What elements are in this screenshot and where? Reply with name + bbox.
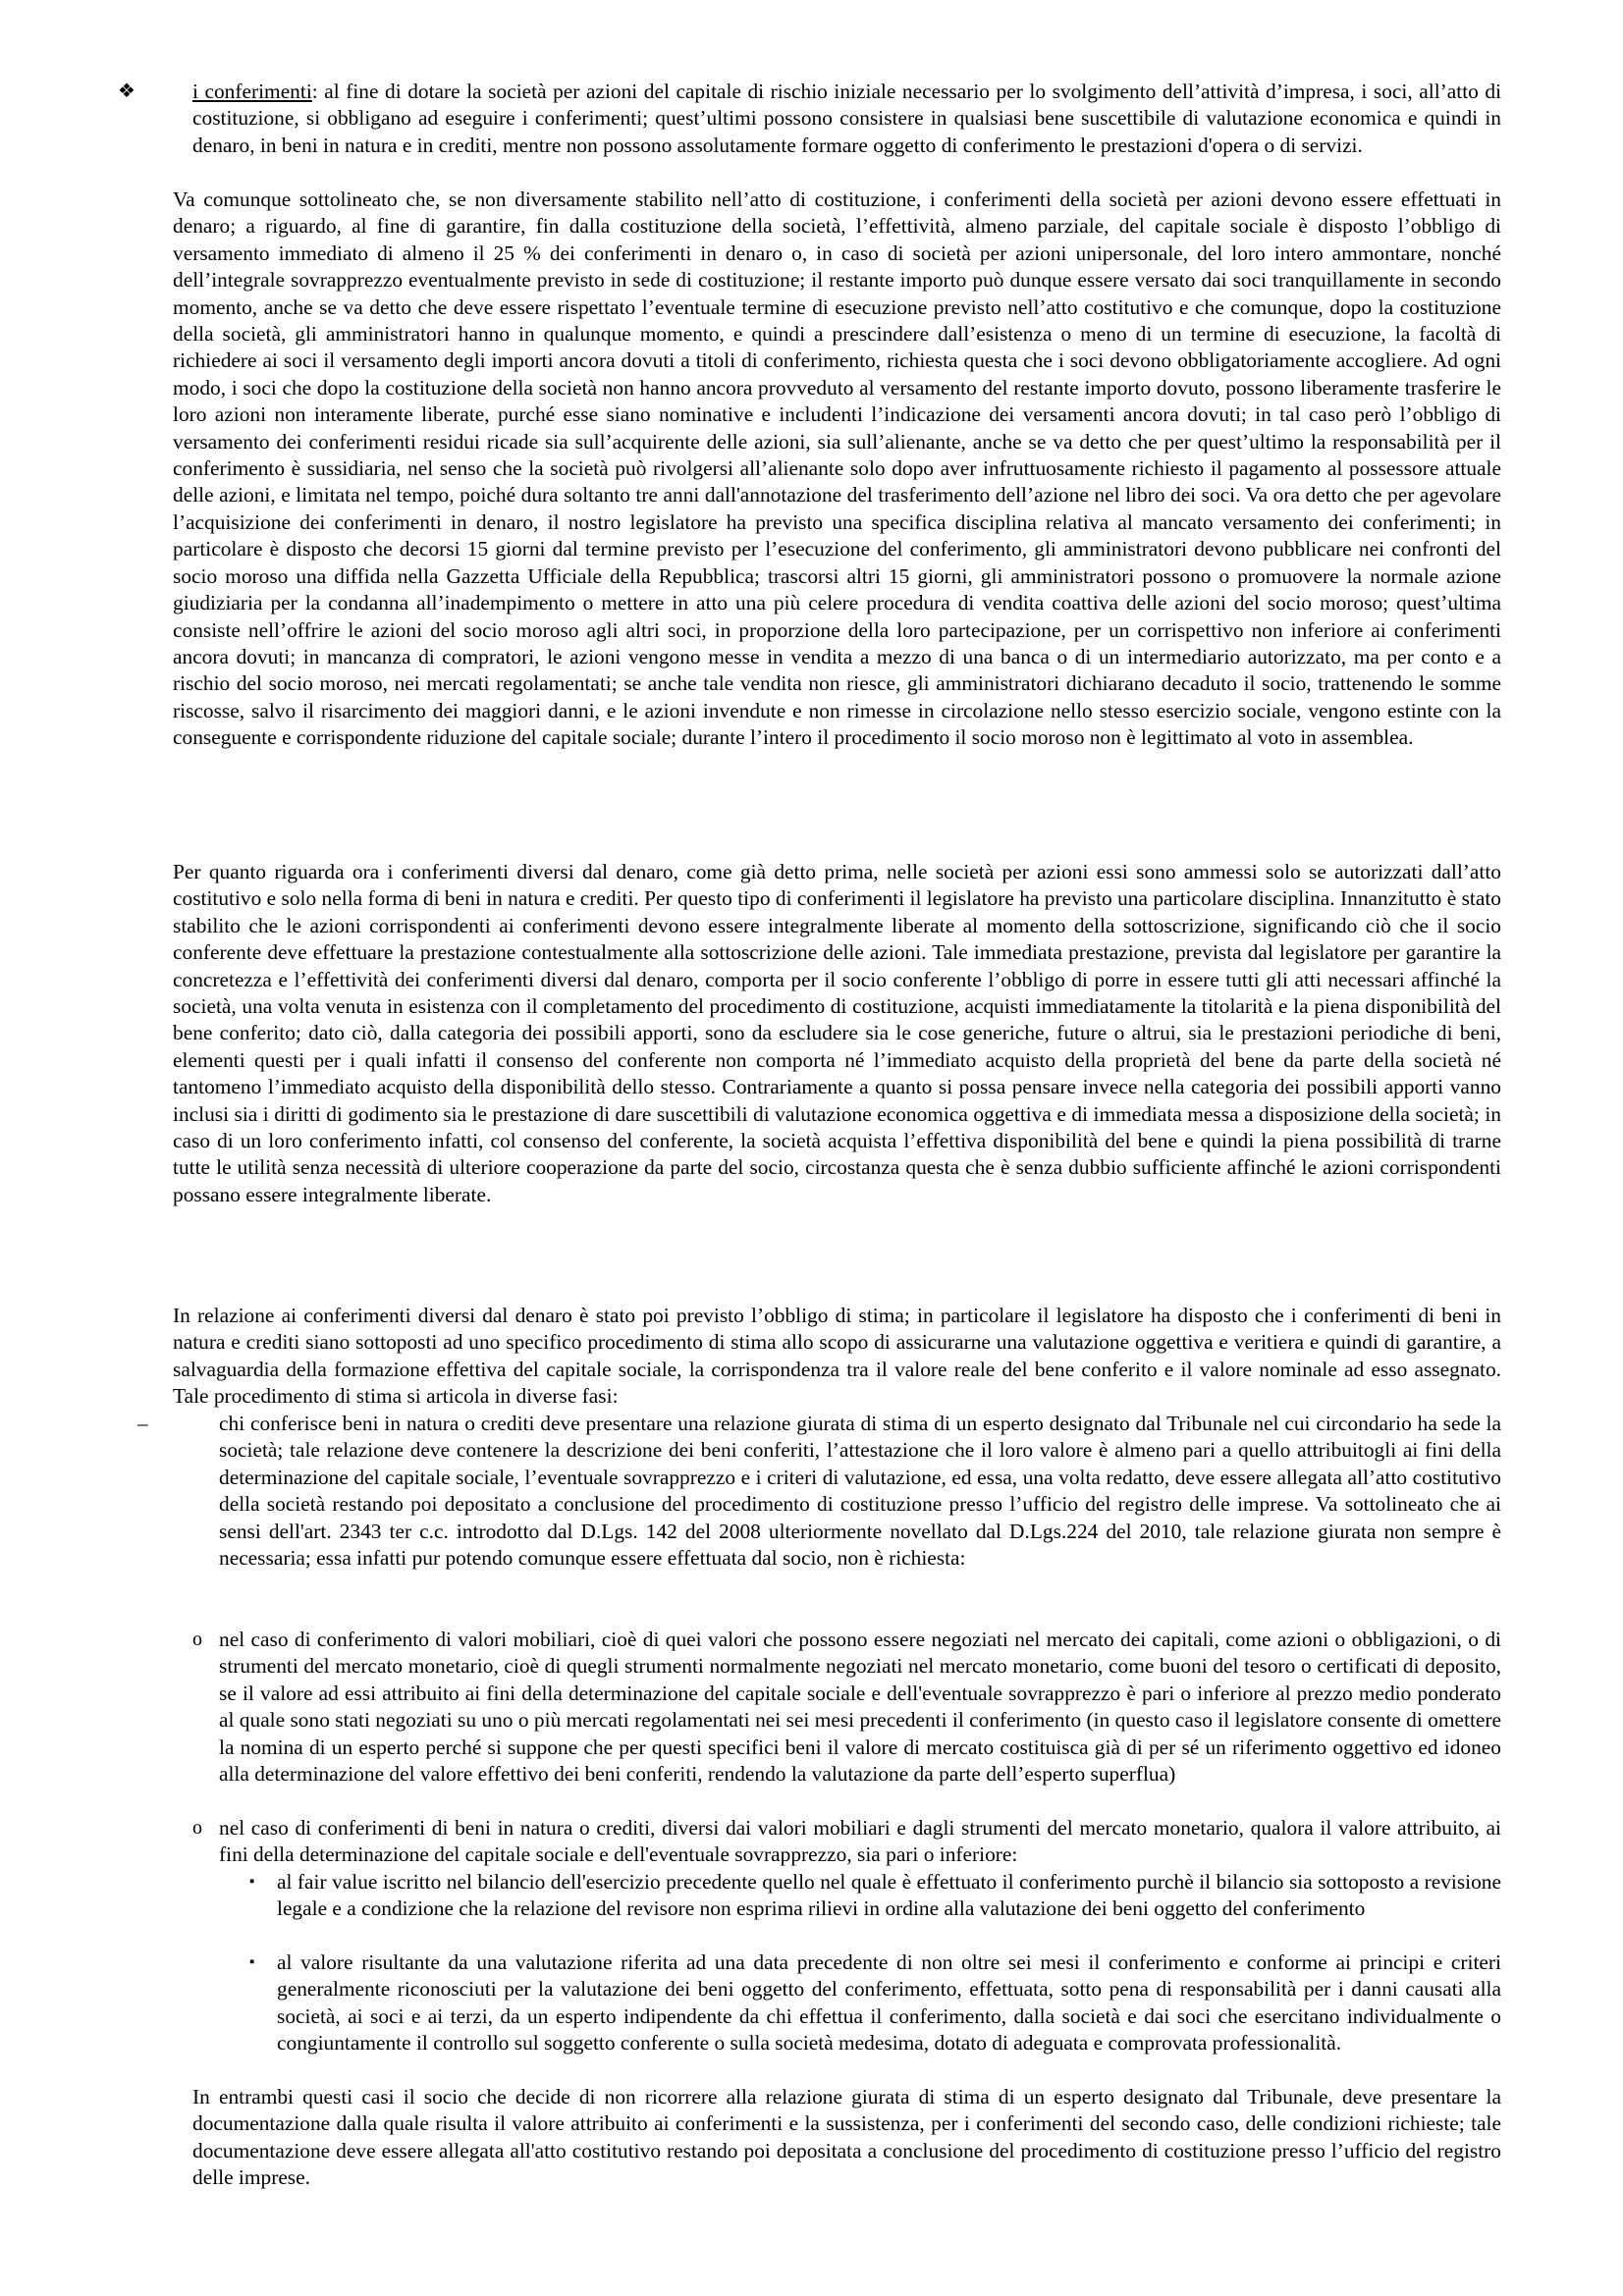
paragraph-valuation-obligation: In relazione ai conferimenti diversi dal denaro è stato poi previsto l’obbligo di stima; in particolare il legislatore ha disposto che i conferimenti di beni in natura e crediti siano sottoposti ad uno specifico procedimento di stima allo scopo di assicurarne una valutazione oggettiva e veritiera e quindi di garantire, a salvaguardia della formazione effettiva del capitale sociale, la corrispondenza tra il valore reale del bene conferito e il valore nominale ad esso assegnato. Tale procedimento di stima si articola in diverse fasi: [173, 1304, 1501, 1409]
dash-bullet-icon: – [137, 1412, 148, 1435]
circle-bullet-icon: o [192, 1629, 202, 1650]
paragraph-cash-contributions: Va comunque sottolineato che, se non diversamente stabilito nell’atto di costituzione, i conferimenti della società per azioni devono essere effettuati in denaro; a riguardo, al fine di garantire, fin dalla costituzione della società, l’effettività, almeno parziale, del capitale sociale è disposto l’obbligo di versamento immediato di almeno il 25 % dei conferimenti in denaro o, in caso di società per azioni unipersonale, del loro intero ammontare, nonché dell’integrale sovrapprezzo eventualmente previsto in sede di costituzione; il restante importo può dunque essere versato dai soci tranquillamente in secondo momento, anche se va detto che deve essere rispettato l’eventuale termine di esecuzione previsto nell’atto costitutivo e che comunque, dopo la costituzione della società, gli amministratori hanno in qualunque momento, e quindi a prescindere dall’esistenza o meno di un termine di esecuzione, la facoltà di richiedere ai soci il versamento degli importi ancora dovuti a titoli di conferimento, richiesta questa che i soci devono obbligatoriamente accogliere. Ad ogni modo, i soci che dopo la costituzione della società non hanno ancora provveduto al versamento del restante importo dovuto, possono liberamente trasferire le loro azioni non interamente liberate, purché esse siano nominative e includenti l’indicazione dei versamenti ancora dovuti; in tal caso però l’obbligo di versamento dei conferimenti residui ricade sia sull’acquirente delle azioni, sia sull’alienante, anche se va detto che per quest’ultimo la responsabilità per il conferimento è sussidiaria, nel senso che la società può rivolgersi all’alienante solo dopo aver infruttuosamente richiesto il pagamento al possessore attuale delle azioni, e limitata nel tempo, poiché dura soltanto tre anni dall'annotazione del trasferimento dell’azione nel libro dei soci. Va ora detto che per agevolare l’acquisizione dei conferimenti in denaro, il nostro legislatore ha previsto una specifica disciplina relativa al mancato versamento dei conferimenti; in particolare è disposto che decorsi 15 giorni dal termine previsto per l’esecuzione del conferimento, gli amministratori devono pubblicare nei confronti del socio moroso una diffida nella Gazzetta Ufficiale della Repubblica; trascorsi altri 15 giorni, gli amministratori possono o promuovere la normale azione giudiziaria per la condanna all’inadempimento o mettere in atto una più celere procedura di vendita coattiva delle azioni del socio moroso; quest’ultima consiste nell’offrire le azioni del socio moroso agli altri soci, in proporzione della loro partecipazione, per un corrispettivo non inferiore ai conferimenti ancora dovuti; in mancanza di compratori, le azioni vengono messe in vendita a mezzo di una banca o di un intermediario autorizzato, ma per conto e a rischio del socio moroso, nei mercati regolamentati; se anche tale vendita non riesce, gli amministratori dichiarano decaduto il socio, trattenendo le somme riscosse, salvo il risarcimento dei maggiori danni, e le azioni invendute e non rimesse in circolazione nello stesso esercizio sociale, vengono estinte con la conseguente e corrispondente riduzione del capitale sociale; durante l’intero il procedimento il socio moroso non è legittimato al voto in assemblea. [173, 187, 1501, 750]
square-bullet-icon: ▪ [249, 1874, 255, 1890]
paragraph-non-cash-contributions: Per quanto riguarda ora i conferimenti diversi dal denaro, come già detto prima, nelle società per azioni essi sono ammessi solo se autorizzati dall’atto costitutivo e solo nella forma di beni in natura e crediti. Per questo tipo di conferimenti il legislatore ha previsto una particolare disciplina. Innanzitutto è stato stabilito che le azioni corrispondenti ai conferimenti devono essere integralmente liberate al momento della sottoscrizione, significando ciò che il socio conferente deve effettuare la prestazione contestualmente alla sottoscrizione delle azioni. Tale immediata prestazione, prevista dal legislatore per garantire la concretezza e l’effettività dei conferimenti diversi dal denaro, comporta per il socio conferente l’obbligo di porre in essere tutti gli atti necessari affinché la società, una volta venuta in esistenza con il completamento del procedimento di costituzione, acquisti immediatamente la titolarità e la piena disponibilità del bene conferito; dato ciò, dalla categoria dei possibili apporti, sono da escludere sia le cose generiche, future o altrui, sia le prestazioni periodiche di beni, elementi questi per i quali infatti il consenso del conferente non comporta né l’immediato acquisto della proprietà del bene da parte della società né tantomeno l’immediato acquisto della disponibilità dello stesso. Contrariamente a quanto si possa pensare invece nella categoria dei possibili apporti vanno inclusi sia i diritti di godimento sia le prestazione di dare suscettibili di valutazione economica oggettiva e di immediata messa a disposizione della società; in caso di un loro conferimento infatti, col consenso del conferente, la società acquista l’effettiva disponibilità del bene e quindi la piena possibilità di trarne tutte le utilità senza necessità di ulteriore cooperazione da parte del socio, circostanza questa che è senza dubbio sufficiente affinché le azioni corrispondenti possano essere integralmente liberate. [173, 860, 1501, 1206]
closing-paragraph: In entrambi questi casi il socio che decide di non ricorrere alla relazione giurata di stima di un esperto designato dal Tribunale, deve presentare la documentazione dalla quale risulta il valore attribuito ai conferimenti e la sussistenza, per i conferimenti del secondo caso, delle condizioni richieste; tale documentazione deve essere allegata all'atto costitutivo restando poi depositata a conclusione del procedimento di costituzione presso l’ufficio del registro delle imprese. [192, 2085, 1501, 2190]
nested-item-independent-valuation: al valore risultante da una valutazione riferita ad una data precedente di non oltre sei mesi il conferimento e conforme ai principi e criteri generalmente riconosciuti per la valutazione dei beni oggetto del conferimento, effettuata, sotto pena di responsabilità per i danni causati alla società, ai soci e ai terzi, da un esperto indipendente da chi effettua il conferimento, dalla società e dai soci che esercitano individualmente o congiuntamente il controllo sul soggetto conferente o sulla società medesima, dotato di adeguata e comprovata professionalità. [277, 1950, 1501, 2056]
square-bullet-icon: ▪ [249, 1954, 255, 1970]
nested-item-fair-value: al fair value iscritto nel bilancio dell'esercizio precedente quello nel quale è effettuato il conferimento purchè il bilancio sia sottoposto a revisione legale e a condizione che la relazione del revisore non esprima rilievi in ordine alla valutazione dei beni oggetto del conferimento [277, 1870, 1501, 1921]
intro-paragraph [192, 79, 1501, 159]
intro-term: i conferimenti [192, 80, 312, 103]
list-item-sworn-report: chi conferisce beni in natura o crediti deve presentare una relazione giurata di stima di un esperto designato dal Tribunale nel cui circondario ha sede la società; tale relazione deve contenere la descrizione dei beni conferiti, l’attestazione che il loro valore è almeno pari a quello attribuitogli ai fini della determinazione del capitale sociale, l’eventuale sovrapprezzo e i criteri di valutazione, ed essa, una volta redatto, deve essere allegata all’atto costitutivo della società restando poi depositato a conclusione del procedimento di costituzione presso l’ufficio del registro delle imprese. Va sottolineato che ai sensi dell'art. 2343 ter c.c. introdotto dal D.Lgs. 142 del 2008 ulteriormente novellato dal D.Lgs.224 del 2010, tale relazione giurata non sempre è necessaria; essa infatti pur potendo comunque essere effettuata dal socio, non è richiesta: [219, 1412, 1501, 1571]
circle-bullet-icon: o [192, 1817, 202, 1839]
intro-text: : al fine di dotare la società per azioni del capitale di rischio iniziale necessario per lo svolgimento dell’attività d’impresa, i soci, all’atto di costituzione, si obbligano ad eseguire i conferimenti; quest’ultimi possono consistere in qualsiasi bene suscettibile di valutazione economica e quindi in denaro, in beni in natura e in crediti, mentre non possono assolutamente formare oggetto di conferimento le prestazioni d'opera o di servizi. [192, 80, 1502, 157]
sub-list-item-securities: nel caso di conferimento di valori mobiliari, cioè di quei valori che possono essere negoziati nel mercato dei capitali, come azioni o obbligazioni, o di strumenti del mercato monetario, cioè di quegli strumenti normalmente negoziati nel mercato monetario, come buoni del tesoro o certificati di deposito, se il valore ad essi attribuito ai fini della determinazione del capitale sociale e dell'eventuale sovrapprezzo è pari o inferiore al prezzo medio ponderato al quale sono stati negoziati su uno o più mercati regolamentati nei sei mesi precedenti il conferimento (in questo caso il legislatore consente di omettere la nomina di un esperto perché si suppone che per questi specifici beni il valore di mercato costituisca già di per sé un riferimento oggettivo ed idoneo alla determinazione del valore effettivo dei beni conferiti, rendendo la valutazione da parte dell’esperto superflua) [219, 1628, 1501, 1787]
diamond-bullet-icon: ❖ [118, 80, 135, 102]
sub-list-item-goods-credits: nel caso di conferimenti di beni in natura o crediti, diversi dai valori mobiliari e dagli strumenti del mercato monetario, qualora il valore attribuito, ai fini della determinazione del capitale sociale e dell'eventuale sovrapprezzo, sia pari o inferiore: [219, 1816, 1501, 1867]
